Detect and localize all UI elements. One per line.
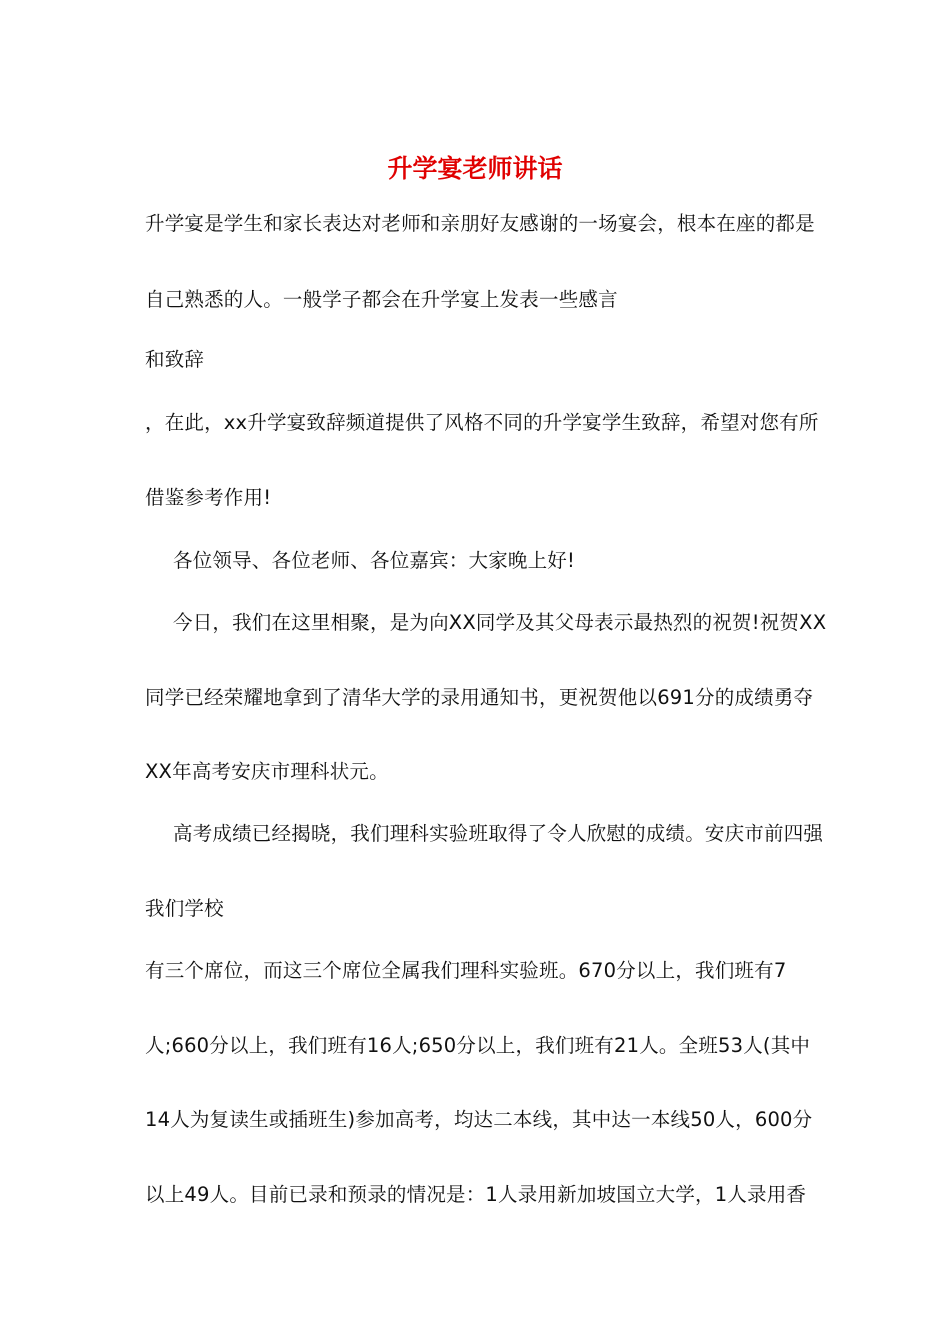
paragraph-line: 14人为复读生或插班生)参加高考，均达二本线，其中达一本线50人，600分 bbox=[145, 1108, 813, 1131]
paragraph-line: 自己熟悉的人。一般学子都会在升学宴上发表一些感言 bbox=[145, 288, 618, 311]
paragraph-line: 高考成绩已经揭晓，我们理科实验班取得了令人欣慰的成绩。安庆市前四强 bbox=[173, 822, 824, 845]
paragraph-line: 人;660分以上，我们班有16人;650分以上，我们班有21人。全班53人(其中 bbox=[145, 1034, 811, 1057]
paragraph-line: 升学宴是学生和家长表达对老师和亲朋好友感谢的一场宴会，根本在座的都是 bbox=[145, 212, 815, 235]
paragraph-line: 和致辞 bbox=[145, 348, 205, 371]
greeting-line: 各位领导、各位老师、各位嘉宾：大家晚上好! bbox=[173, 549, 576, 572]
paragraph-line: XX年高考安庆市理科状元。 bbox=[145, 760, 389, 783]
paragraph-line: 以上49人。目前已录和预录的情况是：1人录用新加坡国立大学，1人录用香 bbox=[145, 1183, 807, 1206]
paragraph-line: 我们学校 bbox=[145, 897, 224, 920]
paragraph-line: 今日，我们在这里相聚，是为向XX同学及其父母表示最热烈的祝贺!祝贺XX bbox=[173, 611, 827, 634]
paragraph-line: ，在此，xx升学宴致辞频道提供了风格不同的升学宴学生致辞，希望对您有所 bbox=[145, 411, 819, 434]
paragraph-line: 同学已经荣耀地拿到了清华大学的录用通知书，更祝贺他以691分的成绩勇夺 bbox=[145, 686, 814, 709]
paragraph-line: 有三个席位，而这三个席位全属我们理科实验班。670分以上，我们班有7 bbox=[145, 959, 787, 982]
paragraph-line: 借鉴参考作用! bbox=[145, 486, 272, 509]
document-title: 升学宴老师讲话 bbox=[387, 154, 563, 183]
